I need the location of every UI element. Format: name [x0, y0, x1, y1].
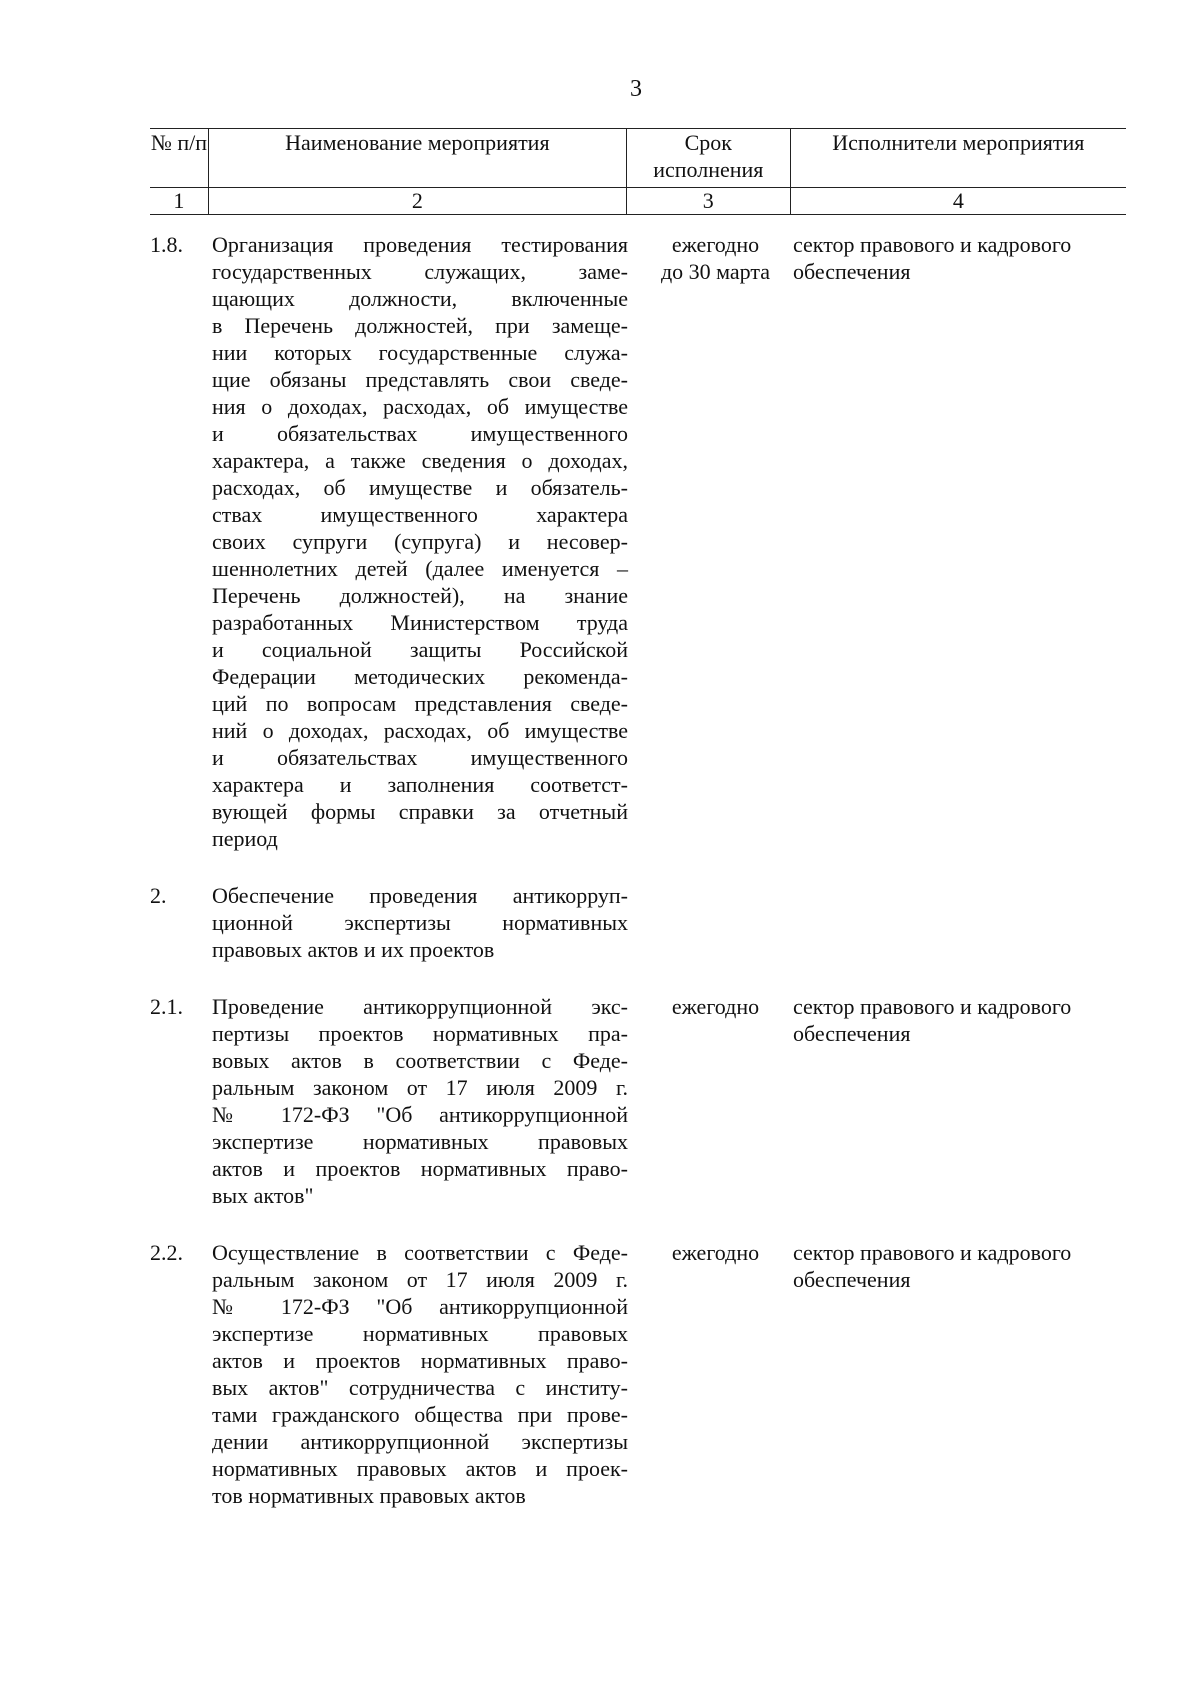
- item-name-line: щающих должности, включенные: [212, 286, 628, 311]
- item-name-line: экспертизе нормативных правовых: [212, 1129, 628, 1154]
- item-name: [212, 882, 628, 963]
- item-number: 2.: [150, 883, 167, 908]
- item-term: [648, 993, 783, 1209]
- list-item: [0, 882, 1200, 963]
- item-term: [648, 1239, 783, 1509]
- item-name-line: Осуществление в соответствии с Феде-: [212, 1240, 628, 1265]
- item-name-line: и обязательствах имущественного: [212, 421, 628, 446]
- header-col-number: № п/п: [150, 129, 208, 188]
- item-executors: [793, 231, 1123, 852]
- item-name-line: Обеспечение проведения антикорруп-: [212, 883, 628, 908]
- item-term-line: ежегодно: [671, 994, 760, 1019]
- item-name-line: расходах, об имуществе и обязатель-: [212, 475, 628, 500]
- item-executors: [793, 1239, 1123, 1509]
- item-name-line: в Перечень должностей, при замеще-: [212, 313, 628, 338]
- item-name-line: ния о доходах, расходах, об имуществе: [212, 394, 628, 419]
- item-executors-line: обеспечения: [793, 259, 911, 284]
- column-number-3: 3: [626, 188, 790, 215]
- item-name-line: актов и проектов нормативных право-: [212, 1348, 628, 1373]
- item-term: [648, 231, 783, 852]
- item-name-line: Организация проведения тестирования: [212, 232, 628, 257]
- item-executors: [793, 882, 1123, 963]
- item-name-line: ционной экспертизы нормативных: [212, 910, 628, 935]
- item-name-line: тов нормативных правовых актов: [212, 1483, 526, 1508]
- item-name-line: и социальной защиты Российской: [212, 637, 628, 662]
- item-name-line: своих супруги (супруга) и несовер-: [212, 529, 628, 554]
- item-name: [212, 231, 628, 852]
- item-name-line: Перечень должностей), на знание: [212, 583, 628, 608]
- list-item: [0, 1239, 1200, 1509]
- header-col-executors: Исполнители мероприятия: [790, 129, 1126, 188]
- item-number: 1.8.: [150, 232, 183, 257]
- item-name-line: дении антикоррупционной экспертизы: [212, 1429, 628, 1454]
- item-name-line: вующей формы справки за отчетный: [212, 799, 628, 824]
- item-name-line: нии которых государственные служа-: [212, 340, 628, 365]
- item-name-line: период: [212, 826, 278, 851]
- item-name-line: правовых актов и их проектов: [212, 937, 495, 962]
- item-name-line: вых актов": [212, 1183, 314, 1208]
- list-item: [0, 993, 1200, 1209]
- page-number: 3: [630, 76, 642, 102]
- item-name-line: щие обязаны представлять свои сведе-: [212, 367, 628, 392]
- item-executors-line: обеспечения: [793, 1267, 911, 1292]
- item-executors-line: сектор правового и кадрового: [793, 1240, 1072, 1265]
- item-name-line: ций по вопросам представления сведе-: [212, 691, 628, 716]
- column-number-2: 2: [208, 188, 626, 215]
- header-col-term: Срок исполнения: [626, 129, 790, 188]
- item-term-line: ежегодно: [671, 232, 760, 257]
- item-number: 2.1.: [150, 994, 183, 1019]
- item-term: [648, 882, 783, 963]
- item-name-line: актов и проектов нормативных право-: [212, 1156, 628, 1181]
- item-name-line: ствах имущественного характера: [212, 502, 628, 527]
- item-name-line: характера и заполнения соответст-: [212, 772, 628, 797]
- item-number: 2.2.: [150, 1240, 183, 1265]
- item-name: [212, 1239, 628, 1509]
- header-col-name: Наименование мероприятия: [208, 129, 626, 188]
- item-executors-line: обеспечения: [793, 1021, 911, 1046]
- item-name-line: характера, а также сведения о доходах,: [212, 448, 628, 473]
- item-name-line: ральным законом от 17 июля 2009 г.: [212, 1075, 628, 1100]
- items-list: [0, 231, 1200, 1539]
- table-header: [150, 128, 1126, 215]
- item-name-line: государственных служащих, заме-: [212, 259, 628, 284]
- item-name-line: вовых актов в соответствии с Феде-: [212, 1048, 628, 1073]
- item-name-line: нормативных правовых актов и проек-: [212, 1456, 628, 1481]
- item-name-line: разработанных Министерством труда: [212, 610, 628, 635]
- item-name-line: № 172-ФЗ "Об антикоррупционной: [212, 1102, 628, 1127]
- header-row: [150, 129, 1126, 188]
- item-name: [212, 993, 628, 1209]
- item-name-line: Федерации методических рекоменда-: [212, 664, 628, 689]
- item-term-line: ежегодно: [671, 1240, 760, 1265]
- item-executors-line: сектор правового и кадрового: [793, 994, 1072, 1019]
- list-item: [0, 231, 1200, 852]
- item-term-line: до 30 марта: [660, 259, 771, 284]
- item-name-line: вых актов" сотрудничества с институ-: [212, 1375, 628, 1400]
- item-name-line: № 172-ФЗ "Об антикоррупционной: [212, 1294, 628, 1319]
- item-name-line: ний о доходах, расходах, об имуществе: [212, 718, 628, 743]
- column-number-4: 4: [790, 188, 1126, 215]
- item-name-line: шеннолетних детей (далее именуется –: [212, 556, 628, 581]
- item-executors: [793, 993, 1123, 1209]
- item-executors-line: сектор правового и кадрового: [793, 232, 1072, 257]
- item-name-line: тами гражданского общества при прове-: [212, 1402, 628, 1427]
- column-number-row: [150, 188, 1126, 215]
- column-number-1: 1: [150, 188, 208, 215]
- item-name-line: Проведение антикоррупционной экс-: [212, 994, 628, 1019]
- item-name-line: и обязательствах имущественного: [212, 745, 628, 770]
- item-name-line: экспертизе нормативных правовых: [212, 1321, 628, 1346]
- item-name-line: ральным законом от 17 июля 2009 г.: [212, 1267, 628, 1292]
- item-name-line: пертизы проектов нормативных пра-: [212, 1021, 628, 1046]
